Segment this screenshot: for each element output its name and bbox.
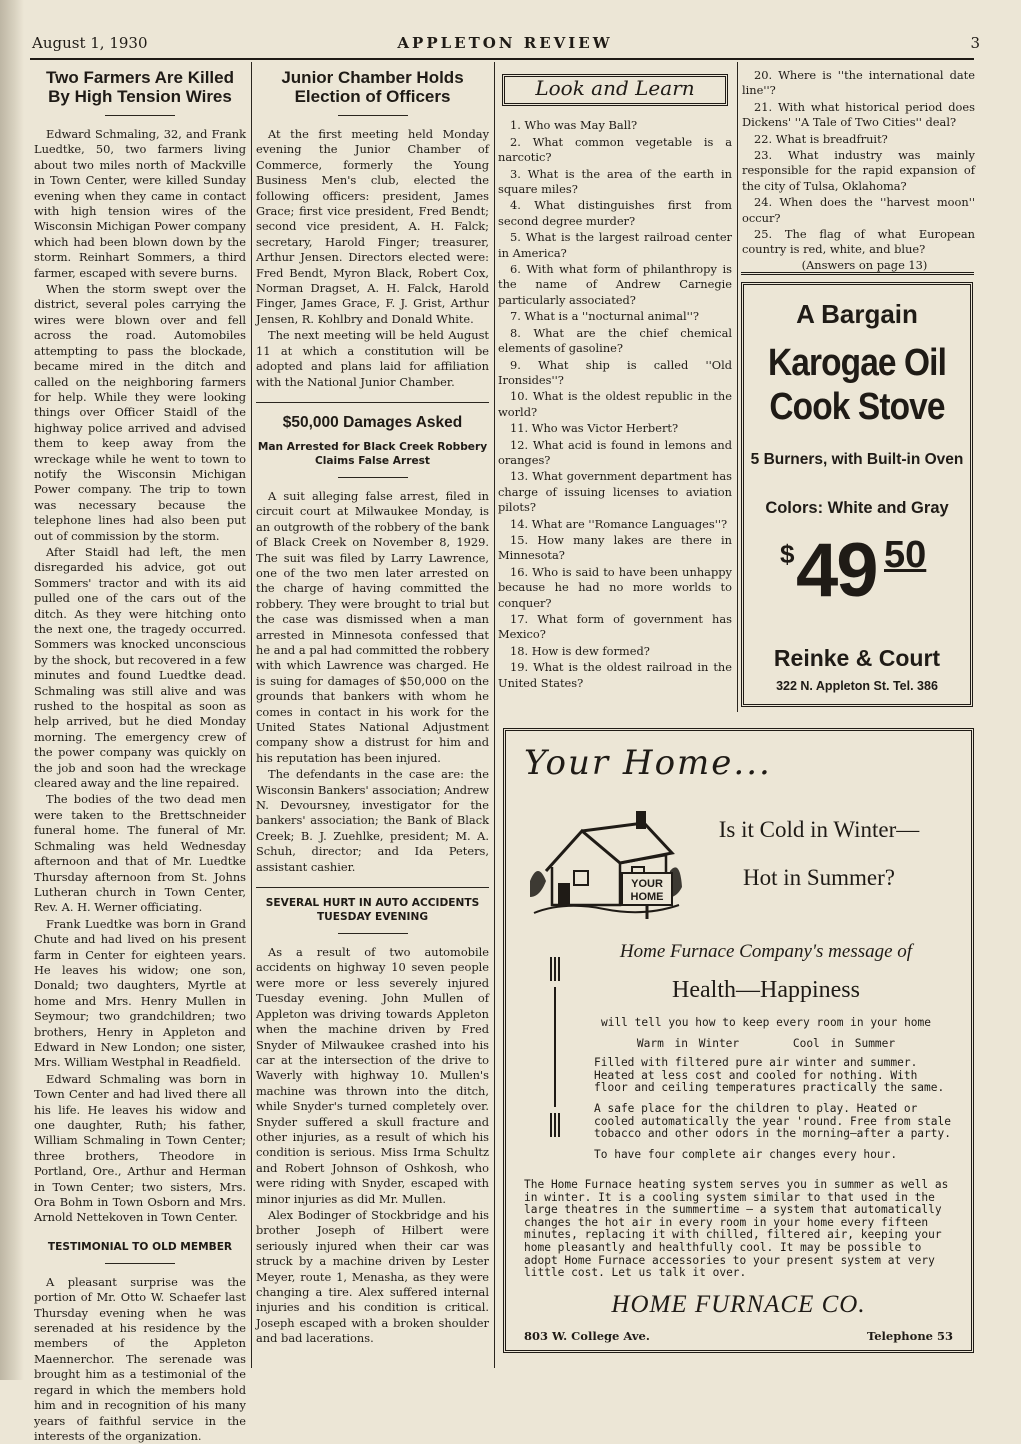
quiz-question: 19. What is the oldest railroad in the United States? <box>498 660 732 690</box>
quiz-column <box>498 72 732 691</box>
damages-article: A suit alleging false arrest, filed in circuit court at Milwaukee Monday, is an outgrowth of the robbery of the bank of Black Creek on November 8, 1929. The suit was filed by Larry Lawrence, one of the two men later arrested on the charge of having committed the robbery. They were brought to trial but the case was dismissed when a man arrested in Minnesota confessed that he and a pal had committed the robbery with which Lawrence was charged. He is suing for damages of $50,000 on the grounds that bankers with whom he comes in contact in his work for the United States National Adjustment company show a distrust for him and his reputation has been injured. The defendants in the case are: the Wisconsin Bankers' association; Andrew N. Devoursney, investigator for the bankers' association; the Bank of Black Creek; B. J. Zuehlke, president; M. A. Schuh, director; and Ida Peters, assistant cashier. <box>256 488 490 874</box>
answers-note: (Answers on page 13) <box>801 257 928 272</box>
ad-tell: will tell you how to keep every room in your home <box>600 1016 932 1029</box>
quiz-title: Look and Learn <box>535 76 695 100</box>
price-cents: 50 <box>884 534 927 576</box>
junior-headline: Junior Chamber Holds Election of Officers <box>281 68 464 106</box>
furnace-advertisement <box>503 728 974 1353</box>
ad-headline: A Bargain <box>796 299 918 329</box>
ad-price <box>780 528 950 617</box>
quiz-question: 23. What industry was mainly responsible for the rapid expansion of the city of Tulsa, Oklahoma? <box>742 148 975 193</box>
accidents-article: As a result of two automobile accidents on highway 10 seven people were more or less severely injured Tuesday evening. John Mullen of Appleton was driving towards Appleton when the machine driven by Fred Snyder of Milwaukee crashed into his car at the intersection of the drive to Waverly with highway 10. Mullen's machine was thrown into the ditch, while Snyder's turned completely over. Snyder suffered a skull fracture and other injuries, as a result of which his condition is serious. Miss Irma Schultz and Robert Johnson of Oshkosh, who were riding with Snyder, escaped with minor injuries as did Mr. Mullen. Alex Bodinger of Stockbridge and his brother Joseph of Hilbert were seriously injured when their car was struck by a machine driven by Lester Meyer, route 1, Menasha, as they were changing a tire. Alex suffered internal injuries and his condition is critical. Joseph escaped with a broken shoulder and bad lacerations. <box>256 945 489 1346</box>
damages-headline: $50,000 Damages Asked <box>282 413 463 431</box>
section-rule <box>256 887 489 888</box>
ad-company: Reinke & Court <box>773 645 941 671</box>
quiz-question: 12. What acid is found in lemons and oranges? <box>498 437 732 467</box>
quiz-question: 1. Who was May Ball? <box>510 118 638 133</box>
column-1 <box>34 68 246 1444</box>
house-illustration-icon <box>524 801 684 921</box>
ad-paragraph-1: Filled with filtered pure air winter and summer. Heated at less cost and cooled for nothing. With floor and ceiling temperatures practically the same. <box>594 1056 945 1095</box>
ad-company: HOME FURNACE CO. <box>611 1291 866 1318</box>
sign-line-1: YOUR <box>631 878 663 890</box>
quiz-question: 21. With what historical period does Dickens' ''A Tale of Two Cities'' deal? <box>742 99 975 130</box>
quiz-question: 22. What is breadfruit? <box>754 131 888 146</box>
stove-advertisement <box>741 282 973 707</box>
quiz-questions-continued <box>742 68 975 258</box>
binding-gutter <box>0 0 24 1380</box>
accidents-headline: SEVERAL HURT IN AUTO ACCIDENTS TUESDAY EVENING <box>265 897 480 924</box>
quiz-questions <box>498 118 732 691</box>
quiz-question: 10. What is the oldest republic in the world? <box>498 389 732 419</box>
divider <box>105 115 175 116</box>
ad-question-hot: Hot in Summer? <box>742 865 896 890</box>
quiz-question: 25. The flag of what European country is red, white, and blue? <box>742 227 975 257</box>
ad-title: Your Home... <box>524 743 772 783</box>
ad-colors: Colors: White and Gray <box>765 499 949 517</box>
ad-paragraph-3: To have four complete air changes every hour. <box>594 1148 898 1161</box>
quiz-question: 9. What ship is called ''Old Ironsides''? <box>498 357 732 387</box>
page-number: 3 <box>970 34 980 52</box>
divider <box>338 115 408 116</box>
masthead <box>30 34 980 56</box>
issue-date: August 1, 1930 <box>32 34 148 52</box>
ad-address: 803 W. College Ave. <box>524 1329 650 1343</box>
farmers-article: Edward Schmaling, 32, and Frank Luedtke, 50, two farmers living about two miles north of Mackville in Town Center, were killed Sunday evening when they came in contact with high tension wires of the Wisconsin Michigan Power company which had been blown down by the storm. Reinhart Sommers, a third farmer, escaped with severe burns. When the storm swept over the district, several poles carrying the wires were blown over and fell across the road. Automobiles attempting to pass the blockade, became mired in the ditch and called on the neighboring farmers for help. While they were looking things over Officer Staidl of the highway police arrived and advised them to keep away from the wreckage while he went to town to notify the Wisconsin Michigan Power company. The trip to town was necessary because the telephone lines had also been put out of commission by the storm. After Staidl had left, the men disregarded his advice, got out Sommers' tractor and with its aid pulled one of the cars out of the ditch. As they were hitching onto the next one, the tragedy occurred. Sommers was knocked unconscious by the shock, but recovered in a few minutes and found Luedtke dead. Schmaling was still alive and was rushed to the hospital as soon as help arrived, but he died Monday morning. The emergency crew of the power company was quickly on the job and soon had the wreckage cleared away and the line repaired. The bodies of the two dead men were taken to the Brettschneider funeral home. The funeral of Mr. Schmaling was held Wednesday afternoon and that of Mr. Luedtke Thursday afternoon from St. Johns Lutheran church in Town Center, Rev. A. H. Werner officiating. Frank Luedtke was born in Grand Chute and had lived on his present farm in Center for eighteen years. He leaves his widow; one son, Donald; two daughters, Myrtle at home and Mrs. Henry Mullen in Seymour; two grandchildren; two brothers, Henry in Appleton and Edward in New London; one sister, Mrs. William Westphal in Readfield. Edward Schmaling was born in Town Center and had lived there all his life. He leaves his widow and one daughter, Ruth; his father, William Schmaling in Town Center; three brothers, Theodore in Portland, Ore., Arthur and Herman in Town Center; two sisters, Mrs. Ora Bohm in Town Osborn and Mrs. Arnold Nettekoven in Town Center. <box>34 127 246 1225</box>
column-rule <box>737 62 738 712</box>
quiz-question: 8. What are the chief chemical elements of gasoline? <box>498 325 732 356</box>
ad-paragraph-2: A safe place for the children to play. Heated or cooled automatically the year 'round. Free from stale tobacco and other odors in the morning—after a party. <box>594 1102 951 1141</box>
quiz-title-box <box>502 74 728 106</box>
ad-product-line: Karogae Oil <box>767 342 947 384</box>
sign-line-2: HOME <box>630 891 664 903</box>
quiz-question: 18. How is dew formed? <box>510 643 650 658</box>
farmers-headline: Two Farmers Are Killed By High Tension Wires <box>46 68 234 106</box>
quiz-continued <box>742 68 975 273</box>
price-whole: 49 <box>796 528 877 613</box>
ad-product-line: Cook Stove <box>769 386 945 428</box>
ad-feature: 5 Burners, with Built-in Oven <box>750 451 964 468</box>
quiz-question: 17. What form of government has Mexico? <box>498 612 732 642</box>
quiz-question: 3. What is the area of the earth in square miles? <box>498 166 732 197</box>
newspaper-title: APPLETON REVIEW <box>397 34 613 52</box>
ad-paragraph-4: The Home Furnace heating system serves you in summer as well as in winter. It is a cooling system similar to that used in the large theatres in the summertime — a system that automatically changes the hot air in every room in your home every fifteen minutes, replacing it with chilled, filtered air, keeping your home pleasantly and healthfully cool. It may be possible to adopt Home Furnace accessories to your present system at very little cost. Let us talk it over. <box>524 1178 949 1280</box>
damages-subhead: Man Arrested for Black Creek Robbery Claims False Arrest <box>257 440 488 467</box>
decorative-bars-icon <box>550 957 560 1137</box>
quiz-question: 16. Who is said to have been unhappy because he had no more worlds to conquer? <box>498 564 732 610</box>
quiz-question: 4. What distinguishes first from second degree murder? <box>498 198 732 228</box>
ad-message: Home Furnace Company's message of <box>619 941 913 962</box>
section-rule <box>256 402 489 403</box>
ad-question-cold: Is it Cold in Winter— <box>718 817 920 842</box>
quiz-question: 2. What common vegetable is a narcotic? <box>498 134 732 165</box>
quiz-end-rule <box>741 272 974 275</box>
junior-article: At the first meeting held Monday evening the Junior Chamber of Commerce, formerly the Young Business Men's club, elected the following officers: president, James Grace; first vice president, Fred Bendt; second vice president, A. H. Falck; secretary, Harold Finger; treasurer, Arthur Jensen. Directors elected were: Fred Bendt, Myron Black, Robert Cox, Norman Dragset, A. H. Falck, Harold Finger, James Grace, F. J. Grist, Arthur Jensen, R. Kohlbry and Donald White. The next meeting will be held August 11 at which a constitution will be adopted and plans laid for affiliation with the National Junior Chamber. <box>256 127 489 389</box>
quiz-question: 5. What is the largest railroad center in America? <box>498 230 732 260</box>
testimonial-article: A pleasant surprise was the portion of Mr. Otto W. Schaefer last Thursday evening when he was serenaded at his residence by the members of the Appleton Maennerchor. The serenade was brought him as a testimonial of the regard in which the members hold him and in recognition of his many years of faithful service in the interests of the organization. <box>34 1274 246 1443</box>
column-2 <box>256 68 489 1347</box>
quiz-question: 7. What is a ''nocturnal animal''? <box>510 309 700 324</box>
divider <box>338 933 408 934</box>
ad-health: Health—Happiness <box>672 977 860 1003</box>
divider <box>338 477 408 478</box>
price-dollar-sign: $ <box>780 539 795 569</box>
divider <box>105 1263 175 1264</box>
column-rule <box>494 62 495 1368</box>
ad-address: 322 N. Appleton St. Tel. 386 <box>776 679 938 693</box>
quiz-question: 14. What are ''Romance Languages''? <box>510 516 728 531</box>
quiz-question: 24. When does the ''harvest moon'' occur? <box>742 195 975 225</box>
quiz-question: 20. Where is ''the international date line''? <box>742 68 975 98</box>
column-rule <box>251 62 252 1368</box>
testimonial-headline: TESTIMONIAL TO OLD MEMBER <box>47 1240 233 1253</box>
quiz-question: 13. What government department has charge of issuing licenses to aviation pilots? <box>498 469 732 515</box>
quiz-question: 15. How many lakes are there in Minnesota? <box>498 532 732 563</box>
top-rule <box>30 58 974 60</box>
quiz-question: 6. With what form of philanthropy is the name of Andrew Carnegie particularly associated? <box>498 262 732 307</box>
quiz-question: 11. Who was Victor Herbert? <box>510 421 679 436</box>
ad-warm-cool: Warm in Winter Cool in Summer <box>636 1037 896 1050</box>
ad-telephone: Telephone 53 <box>867 1329 953 1343</box>
